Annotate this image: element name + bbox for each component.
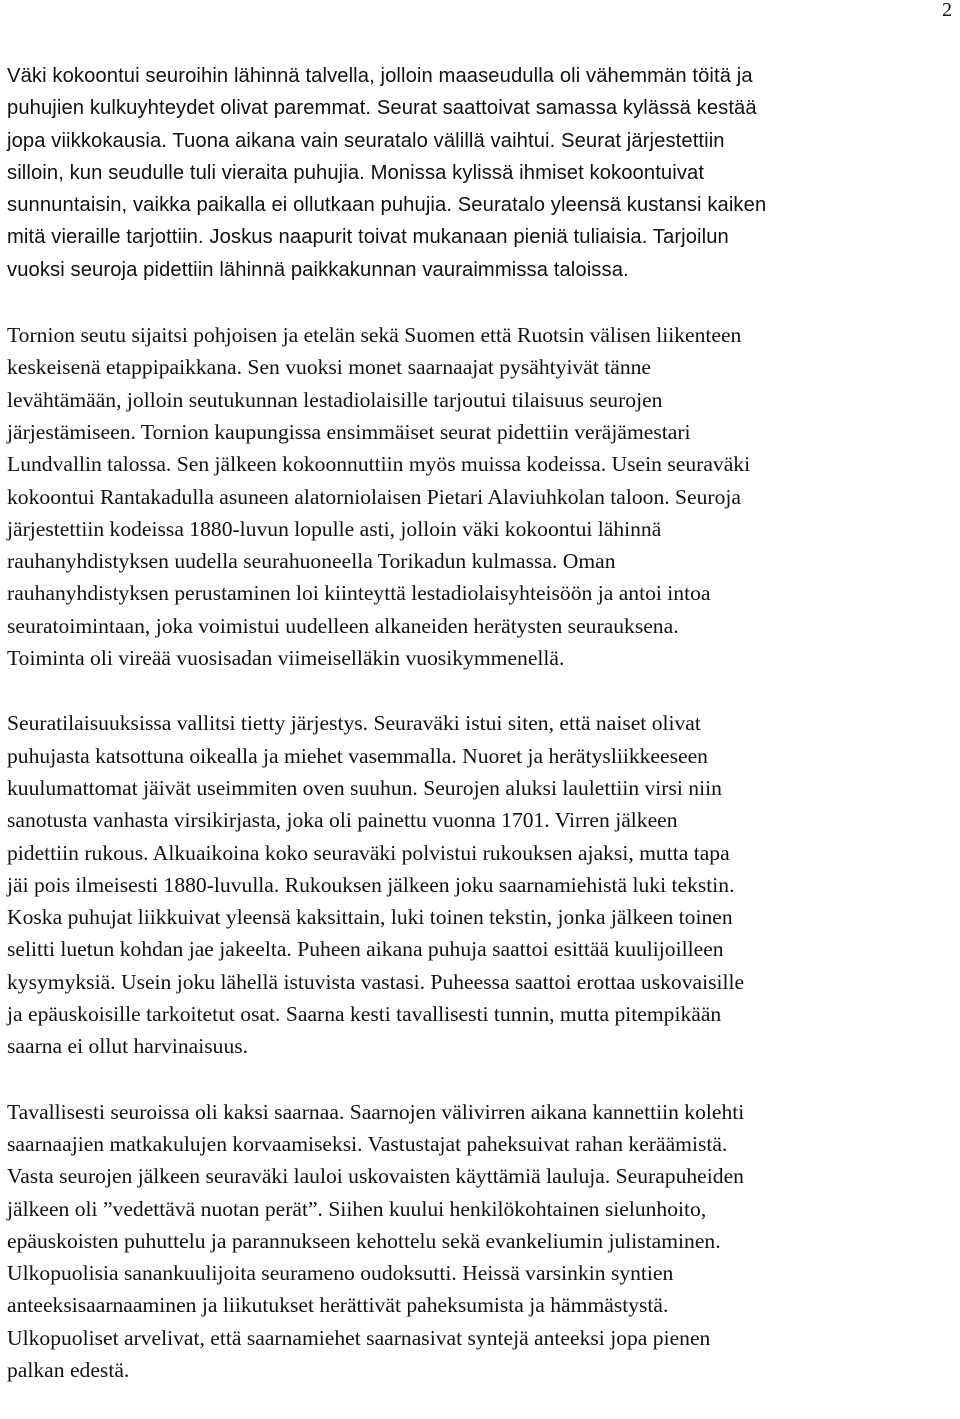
text-line: puhujasta katsottuna oikealla ja miehet vasemmalla. Nuoret ja herätysliikkeeseen [7, 743, 708, 768]
text-line: Koska puhujat liikkuivat yleensä kaksittain, luki toinen tekstin, jonka jälkeen toinen [7, 905, 733, 930]
text-line: keskeisenä etappipaikkana. Sen vuoksi monet saarnaajat pysähtyivät tänne [7, 355, 652, 380]
text-line: sunnuntaisin, vaikka paikalla ei ollutkaan puhujia. Seuratalo yleensä kustansi kaiken [7, 194, 767, 217]
text-line: Ulkopuolisia sanankuulijoita seurameno oudoksutti. Heissä varsinkin syntien [7, 1261, 674, 1286]
text-line: Tavallisesti seuroissa oli kaksi saarnaa. Saarnojen välivirren aikana kannettiin kolehti [7, 1099, 745, 1124]
text-line: epäuskoisten puhuttelu ja parannukseen kehottelu sekä evankeliumin julistaminen. [7, 1228, 721, 1253]
text-line: Ulkopuoliset arvelivat, että saarnamiehet saarnasivat syntejä anteeksi jopa pienen [7, 1325, 711, 1350]
text-line: levähtämään, jolloin seutukunnan lestadiolaisille tarjoutui tilaisuus seurojen [7, 387, 663, 412]
text-line: vuoksi seuroja pidettiin lähinnä paikkakunnan vauraimmissa taloissa. [7, 258, 629, 281]
text-line: ja epäuskoisille tarkoitetut osat. Saarna kesti tavallisesti tunnin, mutta pitempikään [7, 1002, 722, 1027]
text-line: kokoontui Rantakadulla asuneen alatorniolaisen Pietari Alaviuhkolan taloon. Seuroja [7, 484, 742, 509]
text-line: Toiminta oli vireää vuosisadan viimeiselläkin vuosikymmenellä. [7, 646, 565, 671]
text-line: anteeksisaarnaaminen ja liikutukset herättivät paheksumista ja hämmästystä. [7, 1293, 669, 1318]
text-line: puhujien kulkuyhteydet olivat paremmat. Seurat saattoivat samassa kylässä kestää [7, 97, 757, 120]
text-line: sanotusta vanhasta virsikirjasta, joka oli painettu vuonna 1701. Virren jälkeen [7, 808, 678, 833]
text-line: järjestettiin kodeissa 1880-luvun lopulle asti, jolloin väki kokoontui lähinnä [7, 516, 662, 541]
text-line: Väki kokoontui seuroihin lähinnä talvella, jolloin maaseudulla oli vähemmän töitä ja [7, 65, 753, 87]
text-line: jopa viikkokausia. Tuona aikana vain seuratalo välillä vaihtui. Seurat järjestettiin [7, 129, 725, 152]
text-line: järjestämiseen. Tornion kaupungissa ensimmäiset seurat pidettiin veräjämestari [7, 419, 691, 444]
paragraph-2 [7, 319, 955, 674]
text-line: rauhanyhdistyksen perustaminen loi kiinteyttä lestadiolaisyhteisöön ja antoi intoa [7, 581, 711, 606]
text-line: Tornion seutu sijaitsi pohjoisen ja etelän sekä Suomen että Ruotsin välisen liikenteen [7, 323, 742, 348]
text-line: Vasta seurojen jälkeen seuraväki lauloi uskovaisten käyttämiä lauluja. Seurapuheiden [7, 1164, 744, 1189]
text-line: saarna ei ollut harvinaisuus. [7, 1034, 249, 1059]
text-line: Lundvallin talossa. Sen jälkeen kokoonnuttiin myös muissa kodeissa. Usein seuraväki [7, 452, 751, 477]
text-line: Seuratilaisuuksissa vallitsi tietty järjestys. Seuraväki istui siten, että naiset olivat [7, 711, 701, 736]
body-text [7, 60, 955, 1419]
paragraph-3 [7, 707, 955, 1062]
text-line: pidettiin rukous. Alkuaikoina koko seuraväki polvistui rukouksen ajaksi, mutta tapa [7, 840, 730, 865]
text-line: jäi pois ilmeisesti 1880-luvulla. Rukouksen jälkeen joku saarnamiehistä luki tekstin. [7, 872, 735, 897]
text-line: kysymyksiä. Usein joku lähellä istuvista vastasi. Puheessa saattoi erottaa uskovaisille [7, 969, 745, 994]
text-line: mitä vieraille tarjottiin. Joskus naapurit toivat mukanaan pieniä tuliaisia. Tarjoilun [7, 226, 729, 249]
text-line: silloin, kun seudulle tuli vieraita puhujia. Monissa kylissä ihmiset kokoontuivat [7, 161, 705, 184]
text-line: palkan edestä. [7, 1357, 130, 1382]
text-line: rauhanyhdistyksen uudella seurahuoneella Torikadun kulmassa. Oman [7, 549, 616, 574]
text-line: seuratoimintaan, joka voimistui uudelleen alkaneiden herätysten seurauksena. [7, 613, 679, 638]
paragraph-1 [7, 60, 955, 286]
text-line: saarnaajien matkakulujen korvaamiseksi. Vastustajat paheksuivat rahan keräämistä. [7, 1131, 728, 1156]
text-line: kuulumattomat jäivät useimmiten oven suuhun. Seurojen aluksi laulettiin virsi niin [7, 775, 722, 800]
page-number: 2 [942, 0, 952, 21]
text-line: selitti luetun kohdan jae jakeelta. Puheen aikana puhuja saattoi esittää kuulijoilleen [7, 937, 724, 962]
paragraph-4 [7, 1096, 955, 1387]
text-line: jälkeen oli ”vedettävä nuotan perät”. Siihen kuului henkilökohtainen sielunhoito, [7, 1196, 707, 1221]
